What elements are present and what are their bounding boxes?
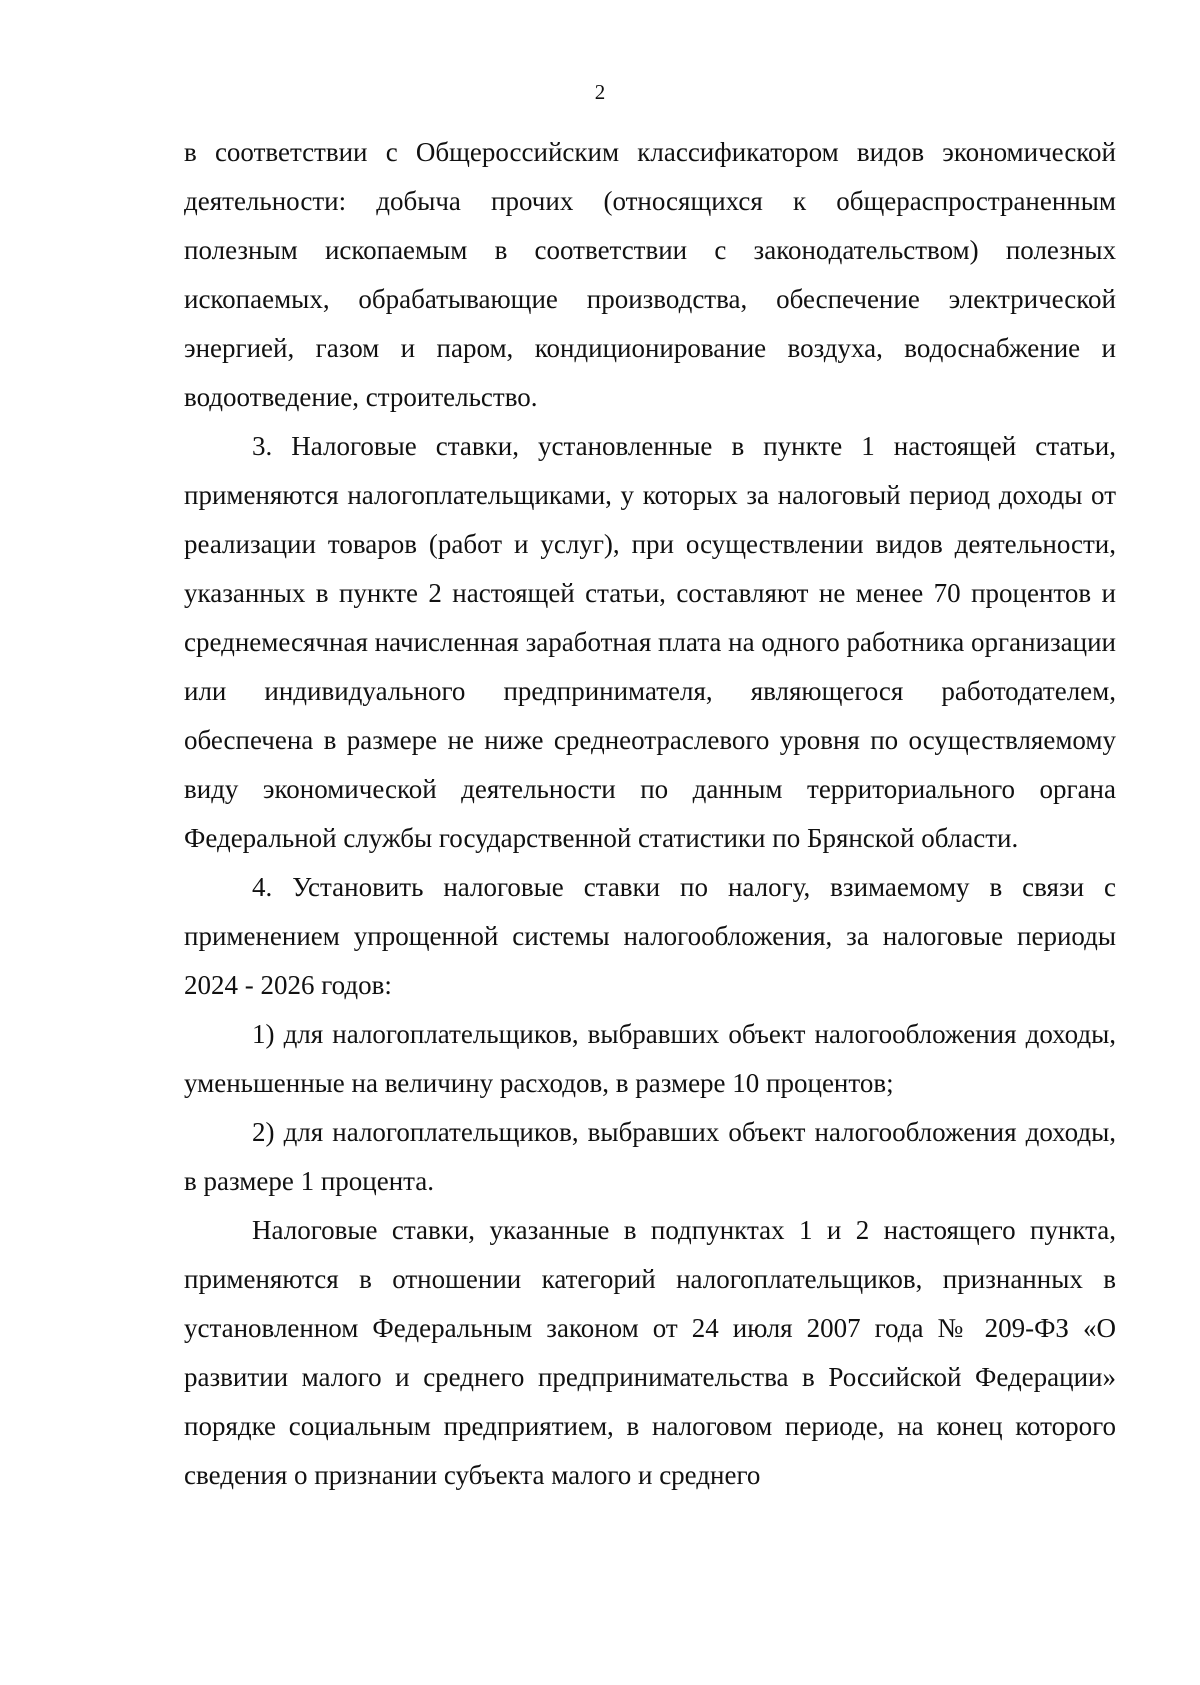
- paragraph-item-4: 4. Установить налоговые ставки по налогу, взимаемому в связи с применением упрощенной системы налогообложения, за налоговые периоды 2024 - 2026 годов:: [184, 872, 1116, 1000]
- page-number: 2: [594, 80, 606, 104]
- document-body: [184, 128, 1116, 1500]
- subparagraph-1: 1) для налогоплательщиков, выбравших объект налогообложения доходы, уменьшенные на величину расходов, в размере 10 процентов;: [184, 1019, 1116, 1098]
- subparagraph-2: 2) для налогоплательщиков, выбравших объект налогообложения доходы, в размере 1 процента.: [184, 1117, 1116, 1196]
- paragraph-continuation: в соответствии с Общероссийским классификатором видов экономической деятельности: добыча прочих (относящихся к общераспространенным полезным ископаемым в соответствии с законодательством) полезных ископаемых, обрабатывающие производства, обеспечение электрической энергией, газом и паром, кондиционирование воздуха, водоснабжение и водоотведение, строительство.: [184, 137, 1116, 412]
- paragraph-item-3: 3. Налоговые ставки, установленные в пункте 1 настоящей статьи, применяются налогоплательщиками, у которых за налоговый период доходы от реализации товаров (работ и услуг), при осуществлении видов деятельности, указанных в пункте 2 настоящей статьи, составляют не менее 70 процентов и среднемесячная начисленная заработная плата на одного работника организации или индивидуального предпринимателя, являющегося работодателем, обеспечена в размере не ниже среднеотраслевого уровня по осуществляемому виду экономической деятельности по данным территориального органа Федеральной службы государственной статистики по Брянской области.: [184, 431, 1116, 853]
- paragraph-tax-rates-application: Налоговые ставки, указанные в подпунктах 1 и 2 настоящего пункта, применяются в отношении категорий налогоплательщиков, признанных в установленном Федеральным законом от 24 июля 2007 года № 209-ФЗ «О развитии малого и среднего предпринимательства в Российской Федерации» порядке социальным предприятием, в налоговом периоде, на конец которого сведения о признании субъекта малого и среднего: [184, 1215, 1116, 1490]
